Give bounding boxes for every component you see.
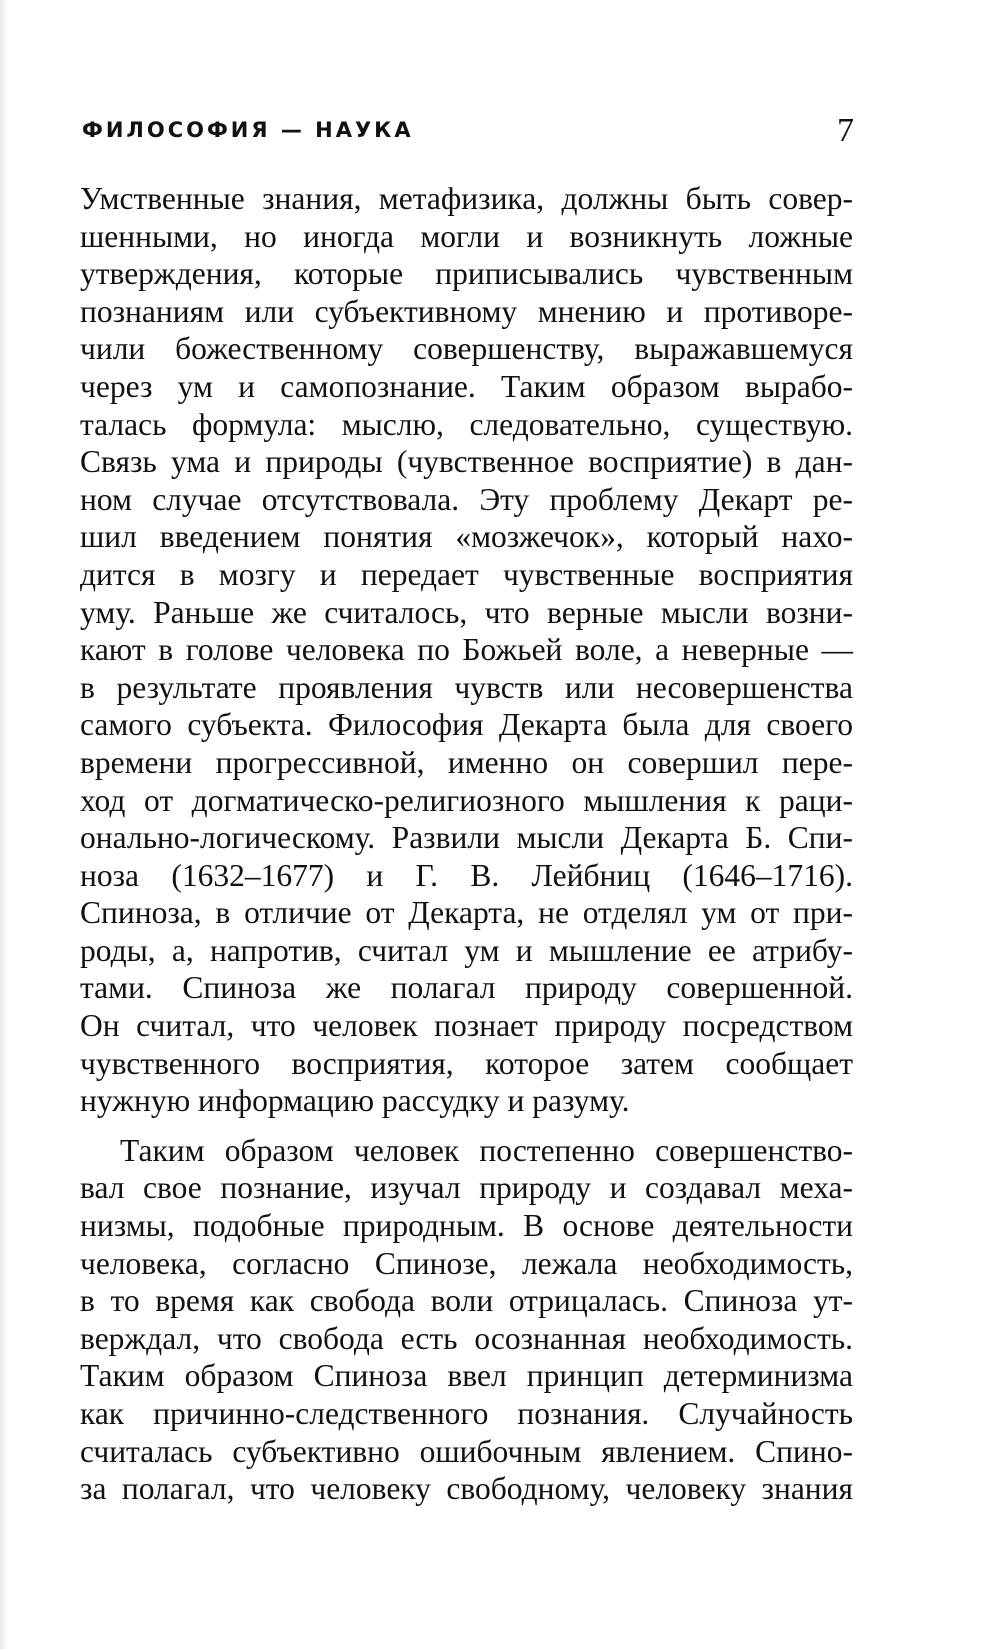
text-line: Умственные знания, метафизика, должны быть совер-	[80, 181, 853, 216]
text-line: низмы, подобные природным. В основе деятельности	[80, 1208, 853, 1244]
text-line: Таким образом человек постепенно совершенство-	[120, 1132, 853, 1168]
text-line: дится в мозгу и передает чувственные восприятия	[80, 556, 853, 592]
paragraph-gap	[80, 1120, 853, 1132]
text-line: чили божественному совершенству, выражавшемуся	[80, 331, 853, 367]
text-line: шил введением понятия «мозжечок», который нахо-	[80, 519, 853, 555]
text-line: вал свое познание, изучал природу и создавал меха-	[80, 1170, 853, 1206]
text-line: тами. Спиноза же полагал природу совершенной.	[80, 970, 853, 1006]
text-line: кают в голове человека по Божьей воле, а неверные —	[80, 632, 853, 668]
text-line: ноза (1632–1677) и Г. В. Лейбниц (1646–1716).	[80, 857, 853, 893]
text-line: времени прогрессивной, именно он совершил пере-	[80, 744, 853, 780]
text-line: ход от догматическо-религиозного мышления к раци-	[80, 782, 853, 818]
page-edge-shadow	[0, 0, 8, 1649]
text-line: познаниям или субъективному мнению и противоре-	[80, 293, 853, 329]
text-line: Он считал, что человек познает природу посредством	[80, 1008, 853, 1044]
text-line: в то время как свобода воли отрицалась. Спиноза ут-	[80, 1283, 853, 1319]
text-line: талась формула: мыслю, следовательно, существую.	[80, 406, 853, 442]
text-line: через ум и самопознание. Таким образом вырабо-	[80, 368, 853, 404]
text-line: утверждения, которые приписывались чувственным	[80, 256, 853, 292]
text-line: онально-логическому. Развили мысли Декарта Б. Спи-	[80, 820, 853, 856]
text-line: Спиноза, в отличие от Декарта, не отделял ум от при-	[80, 895, 853, 931]
text-line: роды, а, напротив, считал ум и мышление ее атрибу-	[80, 932, 853, 968]
text-line: Таким образом Спиноза ввел принцип детерминизма	[80, 1358, 853, 1394]
text-line: в результате проявления чувств или несовершенства	[80, 669, 853, 705]
text-line: чувственного восприятия, которое затем сообщает	[80, 1045, 853, 1081]
text-line: верждал, что свобода есть осознанная необходимость.	[80, 1320, 853, 1356]
text-line: ном случае отсутствовала. Эту проблему Декарт ре-	[80, 481, 853, 517]
text-line: самого субъекта. Философия Декарта была для своего	[80, 707, 853, 743]
running-head: ФИЛОСОФИЯ — НАУКА	[82, 118, 414, 142]
text-line: нужную информацию рассудку и разуму.	[80, 1083, 630, 1119]
text-line: за полагал, что человеку свободному, человеку знания	[80, 1471, 853, 1507]
body-text	[80, 180, 853, 1508]
text-line: считалась субъективно ошибочным явлением. Спино-	[80, 1433, 853, 1469]
text-line: человека, согласно Спинозе, лежала необходимость,	[80, 1245, 853, 1281]
text-line: как причинно-следственного познания. Случайность	[80, 1396, 853, 1431]
text-line: шенными, но иногда могли и возникнуть ложные	[80, 218, 853, 254]
page-number: 7	[837, 112, 854, 149]
text-line: уму. Раньше же считалось, что верные мысли возни-	[80, 594, 853, 630]
text-line: Связь ума и природы (чувственное восприятие) в дан-	[80, 444, 853, 480]
